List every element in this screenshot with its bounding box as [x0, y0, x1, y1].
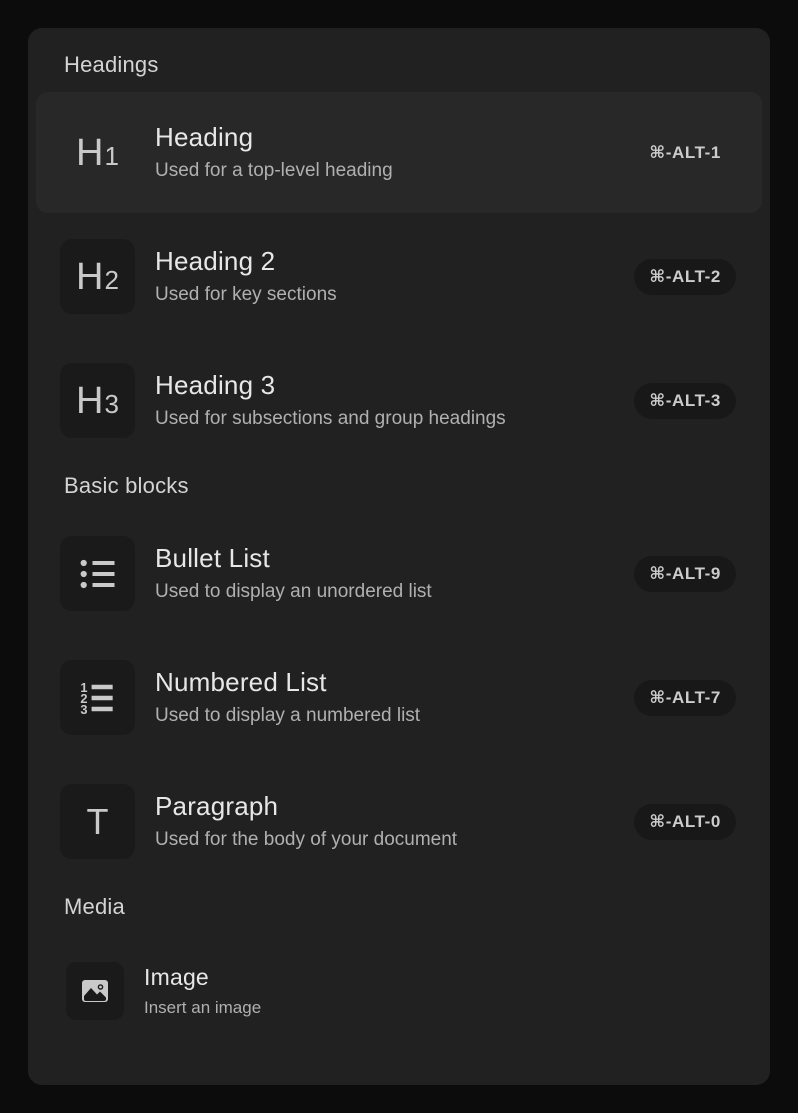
section-basic-blocks — [36, 473, 762, 882]
menu-item-paragraph[interactable] — [36, 761, 762, 882]
shortcut-badge: ⌘-ALT-0 — [634, 804, 736, 840]
section-label: Headings — [64, 52, 159, 77]
item-title: Bullet List — [155, 542, 270, 573]
section-media — [36, 894, 762, 1048]
shortcut-badge: ⌘-ALT-9 — [634, 556, 736, 592]
item-subtitle: Used for a top-level heading — [155, 160, 393, 182]
svg-text:3: 3 — [79, 701, 88, 717]
paragraph-icon: T — [60, 784, 135, 859]
heading-2-icon: H 2 — [60, 239, 135, 314]
menu-item-heading-3[interactable] — [36, 340, 762, 461]
svg-text:2: 2 — [79, 690, 88, 706]
menu-item-bullet-list[interactable] — [36, 513, 762, 634]
item-title: Heading 3 — [155, 369, 276, 400]
item-title: Image — [144, 963, 209, 990]
item-subtitle: Used for subsections and group headings — [155, 408, 506, 430]
item-subtitle: Used for key sections — [155, 284, 337, 306]
section-headings — [36, 52, 762, 461]
svg-text:1: 1 — [79, 679, 88, 695]
item-title: Heading — [155, 121, 254, 152]
heading-3-icon: H 3 — [60, 363, 135, 438]
shortcut-badge: ⌘-ALT-1 — [649, 142, 721, 162]
menu-item-heading-2[interactable] — [36, 216, 762, 337]
block-insert-menu — [28, 28, 770, 1085]
item-title: Paragraph — [155, 790, 279, 821]
shortcut-badge: ⌘-ALT-2 — [634, 259, 736, 295]
section-label: Basic blocks — [64, 473, 189, 498]
menu-item-heading-1[interactable] — [36, 92, 762, 213]
item-subtitle: Insert an image — [144, 997, 262, 1017]
bullet-list-icon — [60, 536, 135, 611]
menu-item-numbered-list[interactable] — [36, 637, 762, 758]
item-subtitle: Used for the body of your document — [155, 829, 458, 851]
numbered-list-icon — [60, 660, 135, 735]
item-subtitle: Used to display a numbered list — [155, 705, 421, 727]
shortcut-badge: ⌘-ALT-3 — [634, 383, 736, 419]
item-subtitle: Used to display an unordered list — [155, 581, 432, 603]
menu-item-image[interactable] — [36, 934, 762, 1048]
item-title: Numbered List — [155, 666, 327, 697]
section-label: Media — [64, 894, 125, 919]
shortcut-badge: ⌘-ALT-7 — [634, 680, 736, 716]
heading-1-icon: H 1 — [76, 131, 119, 174]
image-icon — [66, 962, 124, 1020]
item-title: Heading 2 — [155, 245, 276, 276]
